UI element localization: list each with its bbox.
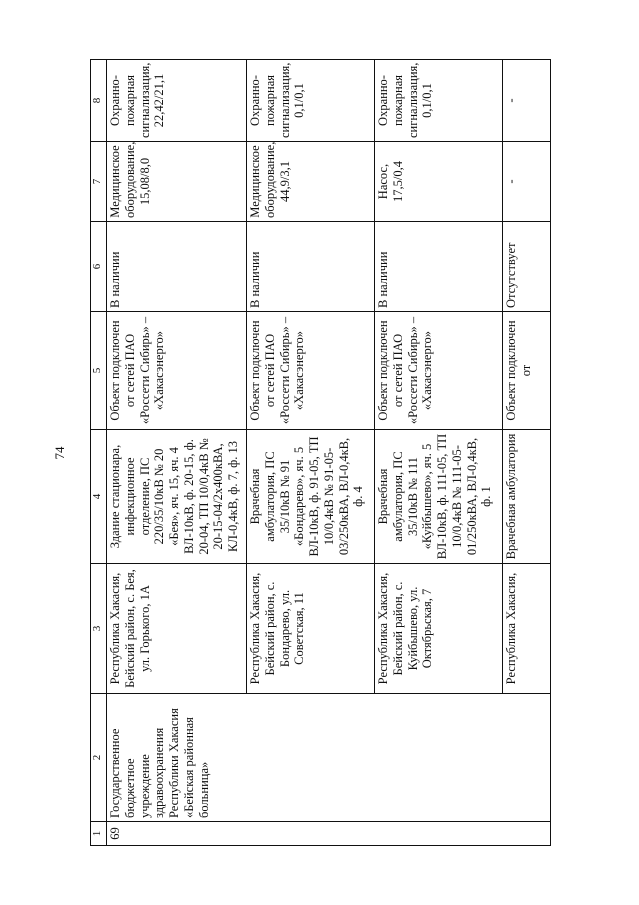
generation-cell: Отсутствует [503, 222, 551, 312]
column-number: 8 [91, 60, 107, 142]
security-cell: - [503, 60, 551, 142]
object-cell: Врачебная амбулатория, ПС 35/10кВ № 91 «Бондарево», яч. 5 ВЛ-10кВ, ф. 91-05, ТП 10/0,4кВ № 91-05-03/250кВА, ВЛ-0,4кВ, ф. 4 [247, 430, 375, 564]
column-number: 3 [91, 564, 107, 694]
column-number-row [91, 60, 107, 846]
security-cell: Охранно-пожарная сигнализация, 0,1/0,1 [247, 60, 375, 142]
facilities-table [90, 59, 551, 846]
connection-cell: Объект подключен от [503, 312, 551, 430]
column-number: 6 [91, 222, 107, 312]
generation-cell: В наличии [247, 222, 375, 312]
column-number: 1 [91, 822, 107, 846]
connection-cell: Объект подключен от сетей ПАО «Россети Сибирь» – «Хакасэнерго» [375, 312, 503, 430]
object-cell: Врачебная амбулатория [503, 430, 551, 564]
page-number: 74 [52, 446, 67, 460]
table-row [107, 60, 247, 846]
institution-cell: Государственное бюджетное учреждение здравоохранения Республики Хакасия «Бейская районная больница» [107, 694, 551, 822]
column-number: 7 [91, 142, 107, 222]
generation-cell: В наличии [107, 222, 247, 312]
generation-cell: В наличии [375, 222, 503, 312]
rotated-table-container [90, 60, 548, 846]
connection-cell: Объект подключен от сетей ПАО «Россети Сибирь» – «Хакасэнерго» [107, 312, 247, 430]
object-cell: Здание стационара, инфекционное отделение, ПС 220/35/10кВ № 20 «Бея», яч. 15, яч. 4 ВЛ-10кВ, ф. 20-15, ф. 20-04, ТП 10/0,4кВ № 20-15-04/2х400кВА, КЛ-0,4кВ, ф. 7, ф. 13 [107, 430, 247, 564]
object-cell: Врачебная амбулатория, ПС 35/10кВ № 111 «Куйбышево», яч. 5 ВЛ-10кВ, ф. 111-05, ТП 10/0,4кВ № 111-05-01/250кВА, ВЛ-0,4кВ, ф. 1 [375, 430, 503, 564]
address-cell: Республика Хакасия, [503, 564, 551, 694]
column-number: 2 [91, 694, 107, 822]
address-cell: Республика Хакасия, Бейский район, с. Куйбышево, ул. Октябрьская, 7 [375, 564, 503, 694]
row-number-cell: 69 [107, 822, 551, 846]
connection-cell: Объект подключен от сетей ПАО «Россети Сибирь» – «Хакасэнерго» [247, 312, 375, 430]
address-cell: Республика Хакасия, Бейский район, с. Бондарево, ул. Советская, 11 [247, 564, 375, 694]
security-cell: Охранно-пожарная сигнализация, 22,42/21,1 [107, 60, 247, 142]
load-cell: Медицинское оборудование, 44,9/3,1 [247, 142, 375, 222]
column-number: 5 [91, 312, 107, 430]
load-cell: - [503, 142, 551, 222]
address-cell: Республика Хакасия, Бейский район, с. Бея, ул. Горького, 1А [107, 564, 247, 694]
load-cell: Медицинское оборудование, 15,08/8,0 [107, 142, 247, 222]
column-number: 4 [91, 430, 107, 564]
security-cell: Охранно-пожарная сигнализация, 0,1/0,1 [375, 60, 503, 142]
load-cell: Насос, 17,5/0,4 [375, 142, 503, 222]
